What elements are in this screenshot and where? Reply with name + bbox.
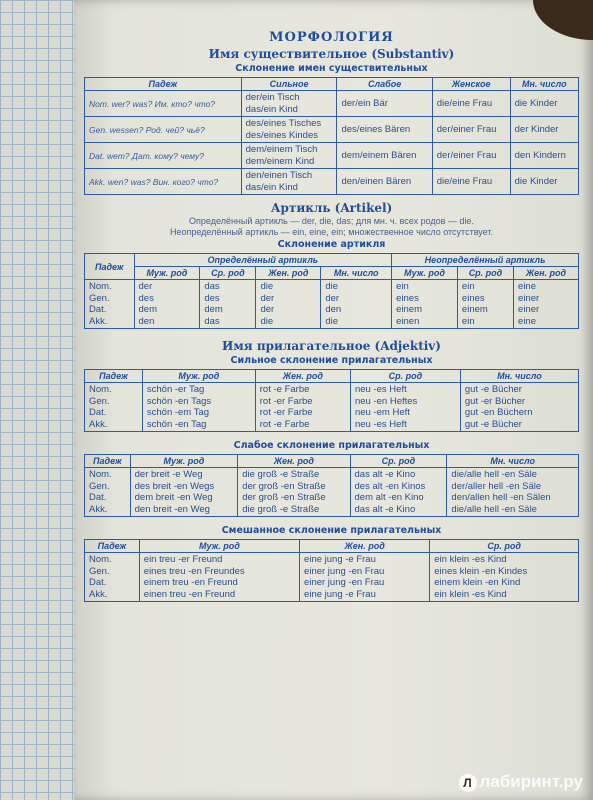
- case-label: Nom.: [89, 554, 112, 565]
- article-form: einer: [518, 292, 540, 304]
- adj-form: ein klein -es Kind: [434, 554, 507, 565]
- plural-cell: die Kinder: [510, 169, 578, 195]
- adj-col-header: Мн. число: [447, 455, 579, 468]
- adj-form: rot -er Farbe: [259, 395, 313, 407]
- article-form-column: [392, 280, 458, 329]
- adj-form: neu -es Heft: [354, 418, 407, 430]
- article-form-column: [256, 280, 321, 329]
- adj-form: die/alle hell -en Säle: [451, 469, 537, 480]
- article-form: einem: [461, 304, 488, 315]
- article-form: der: [260, 292, 275, 304]
- adj-form: eines treu -en Freundes: [143, 565, 245, 577]
- adj-form-column: [130, 468, 238, 517]
- case-label: Gen. wessen? Род. чей? чьё?: [85, 117, 242, 143]
- case-label: Gen.: [89, 565, 110, 577]
- adj-form: des alt -en Kinos: [354, 480, 426, 492]
- case-label: Dat.: [89, 304, 107, 315]
- weak-cell: dem/einem Bären: [337, 143, 432, 169]
- case-label: Gen.: [89, 292, 110, 304]
- noun-heading: Имя существительное (Substantiv): [208, 47, 455, 61]
- adj-form: das alt -e Kino: [354, 503, 416, 515]
- plural-cell: die Kinder: [510, 91, 578, 117]
- article-form-column: [200, 280, 256, 329]
- adj-form: den breit -en Weg: [134, 503, 210, 515]
- adj-form: gut -e Bücher: [464, 384, 522, 395]
- adj-col-header: Муж. род: [142, 370, 255, 383]
- adj-col-header: Падеж: [85, 370, 143, 383]
- adj-col-header: Жен. род: [300, 540, 430, 553]
- adj-form: des breit -en Wegs: [134, 480, 215, 492]
- adj-form: gut -en Büchern: [464, 407, 533, 418]
- adj-col-header: Жен. род: [238, 455, 350, 468]
- adj-form: neu -en Heftes: [354, 395, 418, 407]
- article-sub-header: Ср. род: [457, 267, 513, 280]
- watermark: [459, 772, 583, 792]
- case-label: Dat.: [89, 577, 107, 588]
- adj-strong-subheading: Сильное склонение прилагательных: [230, 355, 433, 366]
- adj-col-header: Муж. род: [130, 455, 238, 468]
- adj-form: der breit -e Weg: [134, 469, 203, 480]
- adj-form: eine jung -e Frau: [304, 554, 376, 565]
- adj-mixed-table: [84, 539, 579, 602]
- case-label: Dat.: [89, 492, 107, 503]
- case-column: [85, 553, 140, 602]
- case-label: Nom.: [89, 469, 112, 480]
- article-form: der: [325, 292, 340, 304]
- article-form: ein: [461, 315, 475, 327]
- adj-strong-table: [84, 369, 579, 432]
- case-column: [85, 383, 143, 432]
- adj-form: dem breit -en Weg: [134, 492, 213, 503]
- article-form: eine: [518, 281, 536, 292]
- adj-form: eine jung -e Frau: [304, 588, 376, 600]
- article-form: eines: [461, 292, 485, 304]
- article-form: den: [325, 304, 342, 315]
- article-form: dem: [138, 304, 157, 315]
- case-label: Gen.: [89, 480, 110, 492]
- article-form: einen: [396, 315, 420, 327]
- adj-form: neu -es Heft: [354, 384, 407, 395]
- adj-form-column: [139, 553, 299, 602]
- adj-form: die/alle hell -en Säle: [451, 503, 537, 515]
- article-form: eine: [518, 315, 536, 327]
- case-label: Akk.: [89, 315, 108, 327]
- article-note-indefinite: Неопределённый артикль — ein, eine, ein; множественное число отсутствует.: [169, 227, 494, 237]
- article-form: der: [260, 304, 275, 315]
- article-heading: Артикль (Artikel): [270, 201, 393, 215]
- noun-row: [85, 169, 579, 195]
- noun-row: [85, 91, 579, 117]
- strong-form: dem/einem Tisch: [245, 144, 318, 155]
- noun-col-header: Падеж: [85, 78, 242, 91]
- case-label: Akk. wen? was? Вин. кого? что?: [85, 169, 242, 195]
- article-form: eines: [396, 292, 419, 304]
- adj-form: eines klein -en Kindes: [434, 565, 528, 577]
- adj-form: schön -er Tag: [146, 384, 205, 395]
- article-form-column: [134, 280, 200, 329]
- article-form: die: [325, 281, 339, 292]
- article-row: [85, 280, 579, 329]
- adj-form: einer jung -en Frau: [304, 577, 385, 588]
- adj-form-column: [460, 383, 578, 432]
- article-sub-header: Ср. род: [200, 267, 256, 280]
- article-form: des: [138, 292, 154, 304]
- article-sub-header: Жен. род: [514, 267, 579, 280]
- plural-cell: den Kindern: [510, 143, 578, 169]
- page-title: МОРФОЛОГИЯ: [269, 30, 394, 45]
- adj-form: neu -em Heft: [354, 407, 410, 418]
- adj-mixed-subheading: Смешанное склонение прилагательных: [221, 525, 442, 536]
- adj-form: der groß -en Straße: [242, 492, 326, 503]
- adj-form-column: [350, 383, 460, 432]
- strong-cell: [241, 91, 337, 117]
- adj-form: die groß -e Straße: [242, 503, 320, 515]
- adj-form: das alt -e Kino: [354, 469, 416, 480]
- adj-weak-subheading: Слабое склонение прилагательных: [233, 440, 430, 451]
- adj-row: [85, 553, 579, 602]
- feminine-cell: die/eine Frau: [432, 91, 510, 117]
- adj-form: einen treu -en Freund: [143, 588, 236, 600]
- adj-form: ein treu -er Freund: [143, 554, 223, 565]
- article-sub-header: Жен. род: [256, 267, 321, 280]
- strong-form: des/eines Tisches: [245, 118, 322, 129]
- article-sub-header: Муж. род: [134, 267, 200, 280]
- article-declension-table: [84, 253, 579, 329]
- definite-article-header: Определённый артикль: [134, 254, 392, 267]
- case-label: Dat. wem? Дат. кому? чему?: [85, 143, 242, 169]
- adj-form: rot -e Farbe: [259, 418, 310, 430]
- feminine-cell: der/einer Frau: [432, 117, 510, 143]
- article-form: des: [204, 292, 220, 304]
- strong-cell: [241, 117, 337, 143]
- case-label: Akk.: [89, 503, 108, 515]
- case-label: Nom. wer? was? Им. кто? что?: [85, 91, 242, 117]
- strong-cell: [241, 169, 337, 195]
- adj-form: der/aller hell -en Säle: [451, 480, 542, 492]
- case-column: [85, 468, 131, 517]
- article-sub-header: Мн. число: [321, 267, 392, 280]
- article-note-definite: Определённый артикль — der, die, das; для мн. ч. всех родов — die.: [189, 216, 474, 226]
- article-form: die: [325, 315, 339, 327]
- noun-col-header: Мн. число: [510, 78, 578, 91]
- adj-form-column: [255, 383, 350, 432]
- strong-form: den/einen Tisch: [245, 170, 313, 181]
- adj-form: gut -er Bücher: [464, 395, 526, 407]
- adj-col-header: Муж. род: [139, 540, 299, 553]
- noun-declension-table: [84, 77, 579, 195]
- noun-col-header: Женское: [432, 78, 510, 91]
- adjective-heading: Имя прилагательное (Adjektiv): [222, 339, 441, 353]
- article-form-column: [321, 280, 392, 329]
- plural-cell: der Kinder: [510, 117, 578, 143]
- watermark-text: лабиринт.ру: [479, 772, 583, 791]
- adj-form: rot -er Farbe: [259, 407, 313, 418]
- noun-row: [85, 143, 579, 169]
- case-column: [85, 280, 135, 329]
- adj-col-header: Жен. род: [255, 370, 350, 383]
- strong-form: der/ein Tisch: [245, 92, 300, 103]
- adj-col-header: Мн. число: [460, 370, 578, 383]
- adj-form: schön -en Tags: [146, 395, 212, 407]
- adj-form-column: [350, 468, 447, 517]
- noun-col-header: Сильное: [241, 78, 337, 91]
- article-form: den: [138, 315, 155, 327]
- adj-form-column: [447, 468, 579, 517]
- adj-weak-table: [84, 454, 579, 517]
- adj-form-column: [430, 553, 579, 602]
- adj-col-header: Ср. род: [350, 455, 447, 468]
- article-form: die: [260, 315, 274, 327]
- case-label: Akk.: [89, 418, 108, 430]
- adj-row: [85, 468, 579, 517]
- adj-form: einer jung -en Frau: [304, 565, 385, 577]
- noun-row: [85, 117, 579, 143]
- noun-subheading: Склонение имен существительных: [235, 63, 428, 74]
- case-label: Akk.: [89, 588, 108, 600]
- book-page: [74, 0, 593, 800]
- adj-form: einem treu -en Freund: [143, 577, 238, 588]
- strong-form: dem/einem Kind: [245, 155, 315, 167]
- adj-form-column: [300, 553, 430, 602]
- article-subheading: Склонение артикля: [277, 239, 386, 250]
- strong-form: das/ein Kind: [245, 103, 298, 115]
- labirint-logo-icon: Л: [459, 774, 477, 792]
- case-label: Dat.: [89, 407, 107, 418]
- article-form: der: [138, 281, 153, 292]
- weak-cell: des/eines Bären: [337, 117, 432, 143]
- strong-form: des/eines Kindes: [245, 129, 318, 141]
- article-form: das: [204, 281, 220, 292]
- adj-form: die groß -e Straße: [242, 469, 320, 480]
- adj-form: schön -en Tag: [146, 418, 207, 430]
- adj-col-header: Ср. род: [430, 540, 579, 553]
- adj-form: der groß -en Straße: [242, 480, 326, 492]
- adj-col-header: Падеж: [85, 540, 140, 553]
- adj-col-header: Ср. род: [350, 370, 460, 383]
- adj-form: ein klein -es Kind: [434, 588, 507, 600]
- article-form: einem: [396, 304, 422, 315]
- article-form: das: [204, 315, 220, 327]
- adj-form: den/allen hell -en Sälen: [451, 492, 551, 503]
- weak-cell: den/einen Bären: [337, 169, 432, 195]
- adj-form-column: [142, 383, 255, 432]
- page-content: [84, 30, 579, 602]
- weak-cell: der/ein Bär: [337, 91, 432, 117]
- article-form-column: [514, 280, 579, 329]
- article-form-column: [457, 280, 513, 329]
- case-label: Gen.: [89, 395, 110, 407]
- feminine-cell: die/eine Frau: [432, 169, 510, 195]
- article-form: einer: [518, 304, 540, 315]
- strong-cell: [241, 143, 337, 169]
- article-form: die: [260, 281, 274, 292]
- article-form: ein: [396, 281, 409, 292]
- adj-row: [85, 383, 579, 432]
- article-case-header: Падеж: [85, 254, 135, 280]
- case-label: Nom.: [89, 384, 112, 395]
- strong-form: das/ein Kind: [245, 181, 298, 193]
- article-form: dem: [204, 304, 223, 315]
- noun-col-header: Слабое: [337, 78, 432, 91]
- case-label: Nom.: [89, 281, 112, 292]
- adj-form: gut -e Bücher: [464, 418, 522, 430]
- adj-form: einem klein -en Kind: [434, 577, 521, 588]
- article-form: ein: [461, 281, 475, 292]
- adj-form-column: [238, 468, 350, 517]
- adj-form: rot -e Farbe: [259, 384, 310, 395]
- indefinite-article-header: Неопределённый артикль: [392, 254, 579, 267]
- adj-col-header: Падеж: [85, 455, 131, 468]
- adj-form: schön -em Tag: [146, 407, 210, 418]
- article-sub-header: Муж. род: [392, 267, 458, 280]
- adj-form: dem alt -en Kino: [354, 492, 424, 503]
- feminine-cell: der/einer Frau: [432, 143, 510, 169]
